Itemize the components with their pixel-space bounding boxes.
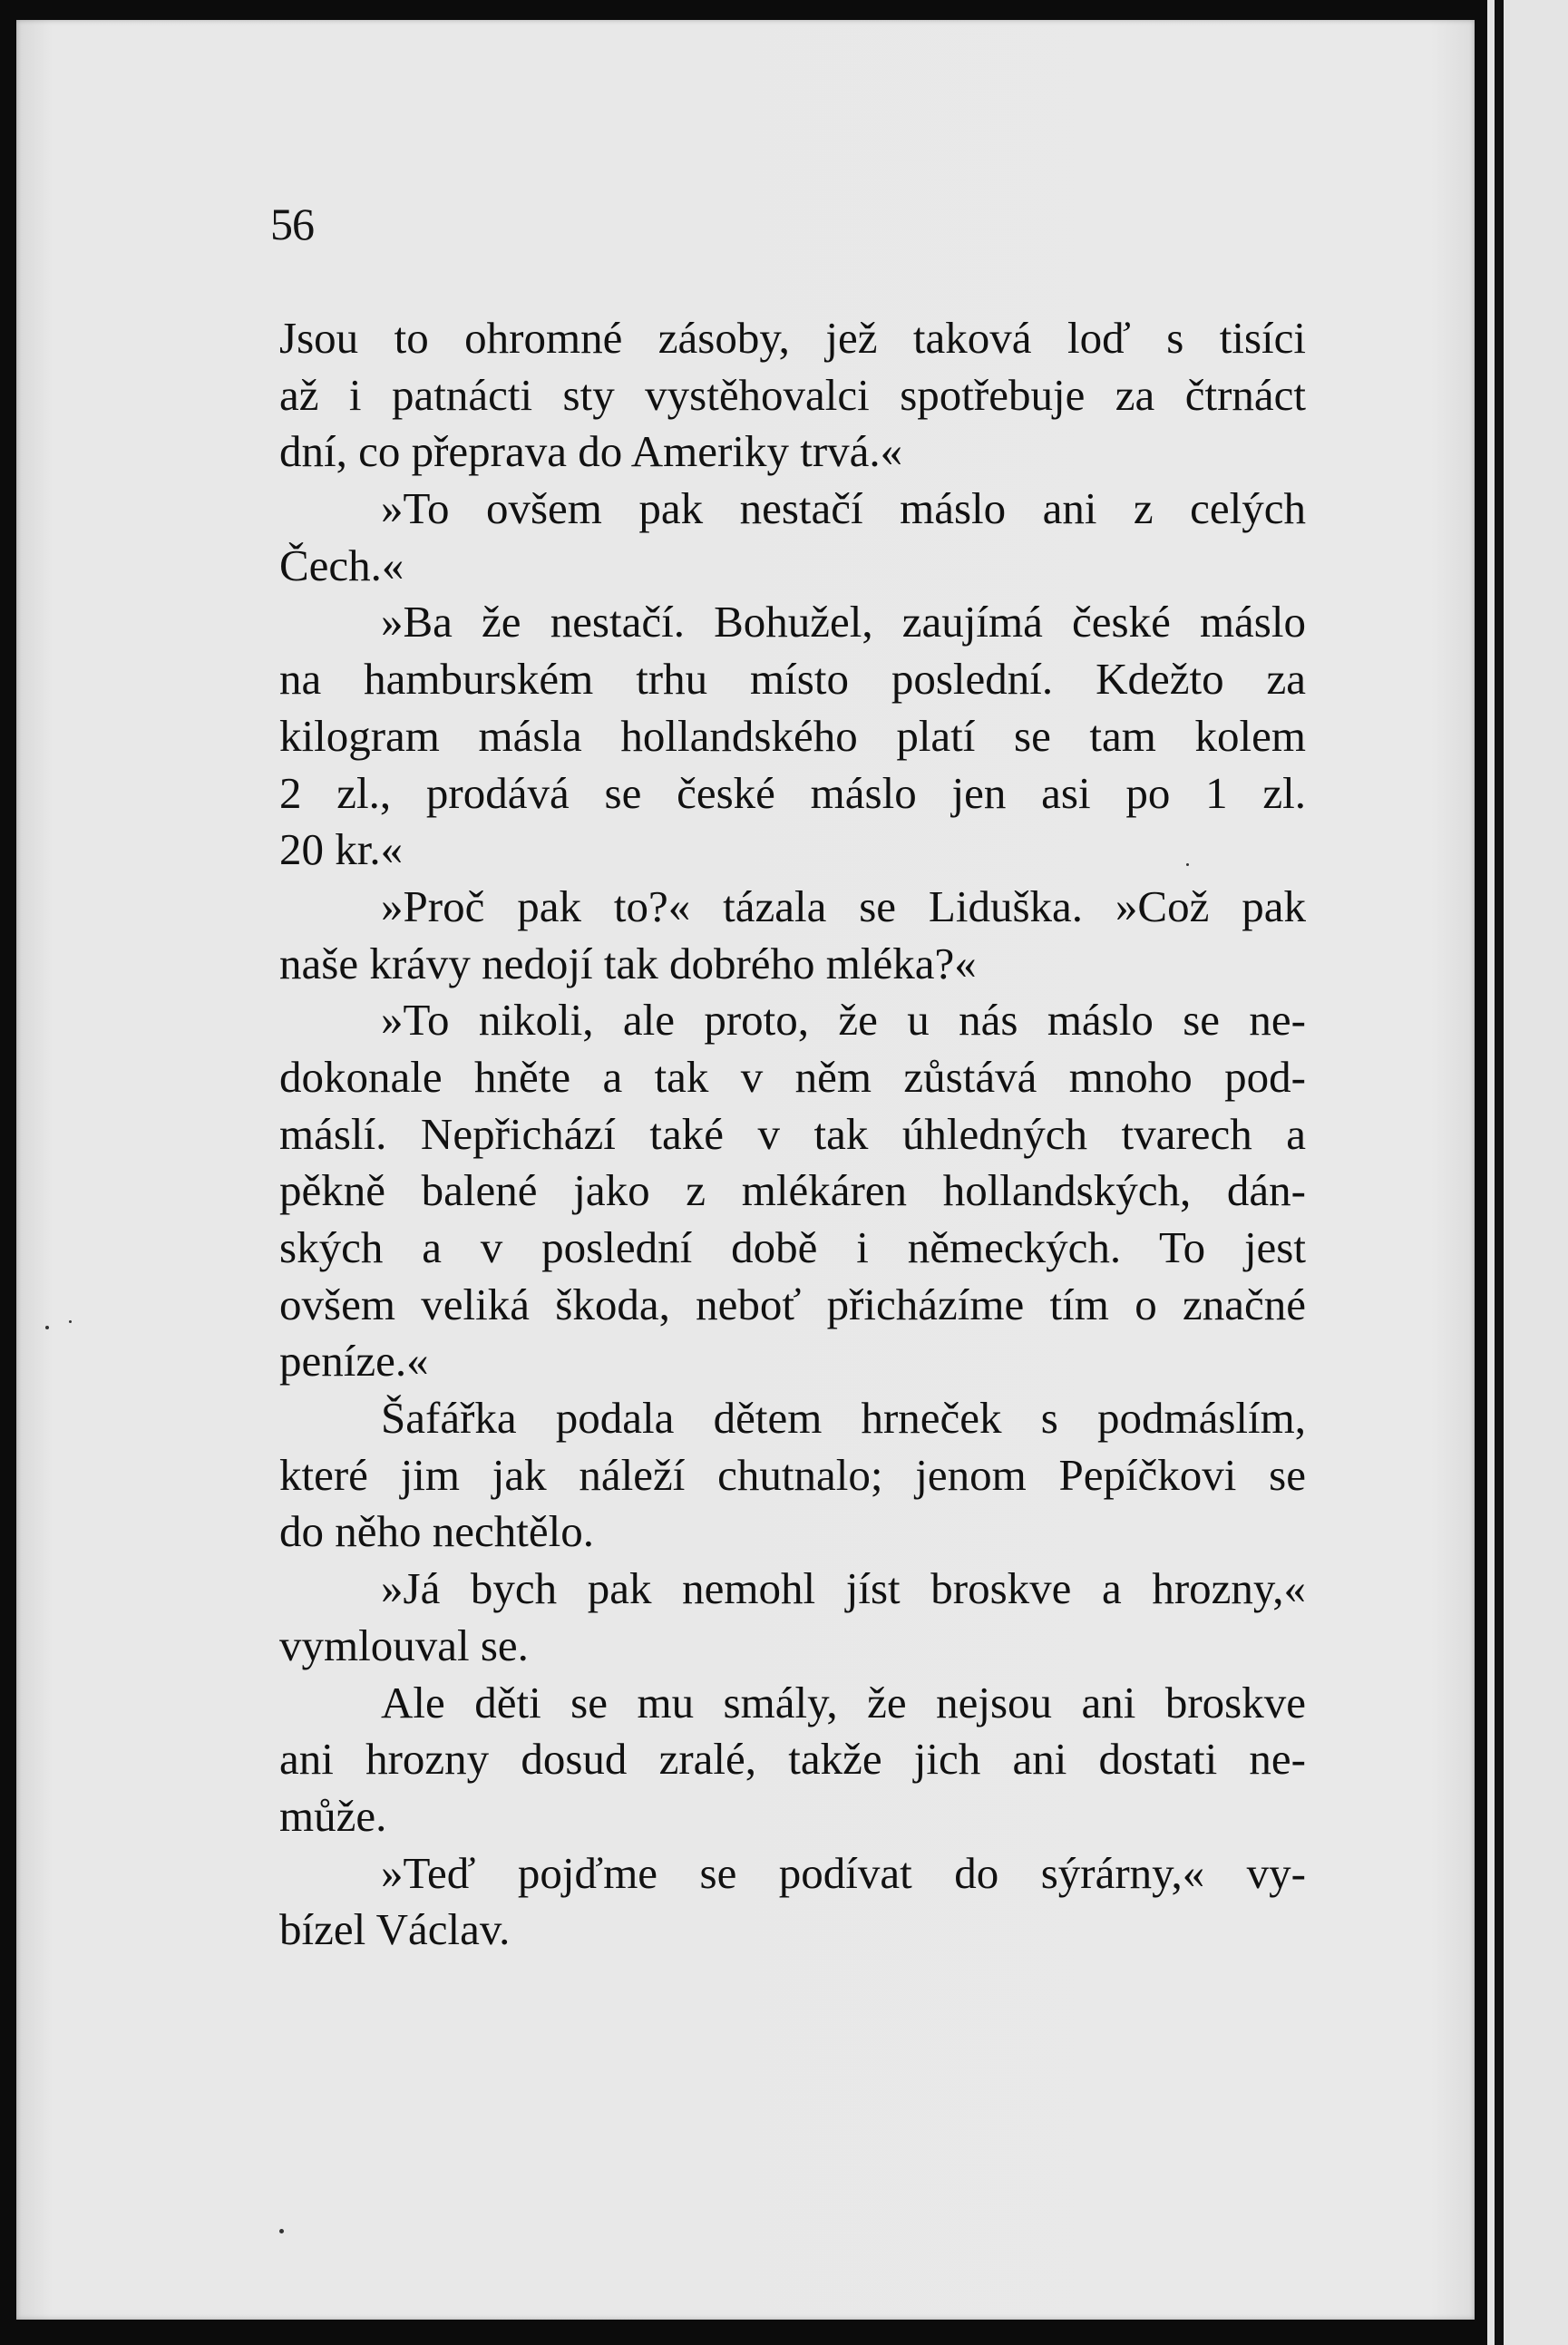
text-line: Šafářka podala dětem hrneček s podmáslím, [381, 1393, 1306, 1444]
text-line: ských a v poslední době i německých. To jest [279, 1222, 1306, 1272]
text-line: Čech.« [279, 540, 404, 590]
text-line: naše krávy nedojí tak dobrého mléka?« [279, 938, 977, 988]
book-spine-edge [1495, 0, 1504, 2345]
text-line: »Proč pak to?« tázala se Liduška. »Což pak [381, 881, 1306, 931]
page-number: 56 [270, 199, 314, 249]
text-line: vymlouval se. [279, 1620, 529, 1670]
text-line: »Teď pojďme se podívat do sýrárny,« vy- [381, 1847, 1306, 1898]
text-line: »To ovšem pak nestačí máslo ani z celých [381, 483, 1306, 534]
text-line: »Já bych pak nemohl jíst broskve a hrozny,« [381, 1563, 1306, 1614]
text-line: Ale děti se mu smály, že nejsou ani broskve [381, 1677, 1306, 1727]
scan-speck [45, 1326, 49, 1329]
text-line: až i patnácti sty vystěhovalci spotřebuje za čtrnáct [279, 369, 1306, 420]
text-line: Jsou to ohromné zásoby, jež taková loď s tisíci [279, 313, 1306, 363]
text-line: které jim jak náleží chutnalo; jenom Pepíčkovi se [279, 1449, 1306, 1500]
text-line: »Ba že nestačí. Bohužel, zaujímá české máslo [381, 597, 1306, 647]
text-line: bízel Václav. [279, 1904, 511, 1955]
text-line: 20 kr.« [279, 824, 404, 875]
text-line: pěkně balené jako z mlékáren hollandských, dán- [279, 1165, 1306, 1216]
text-line: dokonale hněte a tak v něm zůstává mnoho pod- [279, 1051, 1306, 1102]
text-line: na hamburském trhu místo poslední. Kdežto za [279, 654, 1306, 705]
body-text [279, 310, 1306, 1959]
text-line: ovšem veliká škoda, neboť přicházíme tím o značné [279, 1279, 1306, 1329]
text-line: 2 zl., prodává se české máslo jen asi po 1 zl. [279, 767, 1306, 818]
text-line: kilogram másla hollandského platí se tam kolem [279, 710, 1306, 761]
text-line: »To nikoli, ale proto, že u nás máslo se ne- [381, 995, 1306, 1046]
text-line: dní, co přeprava do Ameriky trvá.« [279, 426, 903, 477]
text-line: máslí. Nepřichází také v tak úhledných tvarech a [279, 1108, 1306, 1159]
text-line: peníze.« [279, 1336, 429, 1387]
scan-speck [69, 1320, 72, 1323]
text-line: ani hrozny dosud zralé, takže jich ani dostati ne- [279, 1734, 1306, 1785]
text-line: může. [279, 1790, 387, 1841]
scan-speck [279, 2229, 284, 2233]
text-line: do něho nechtělo. [279, 1506, 594, 1557]
